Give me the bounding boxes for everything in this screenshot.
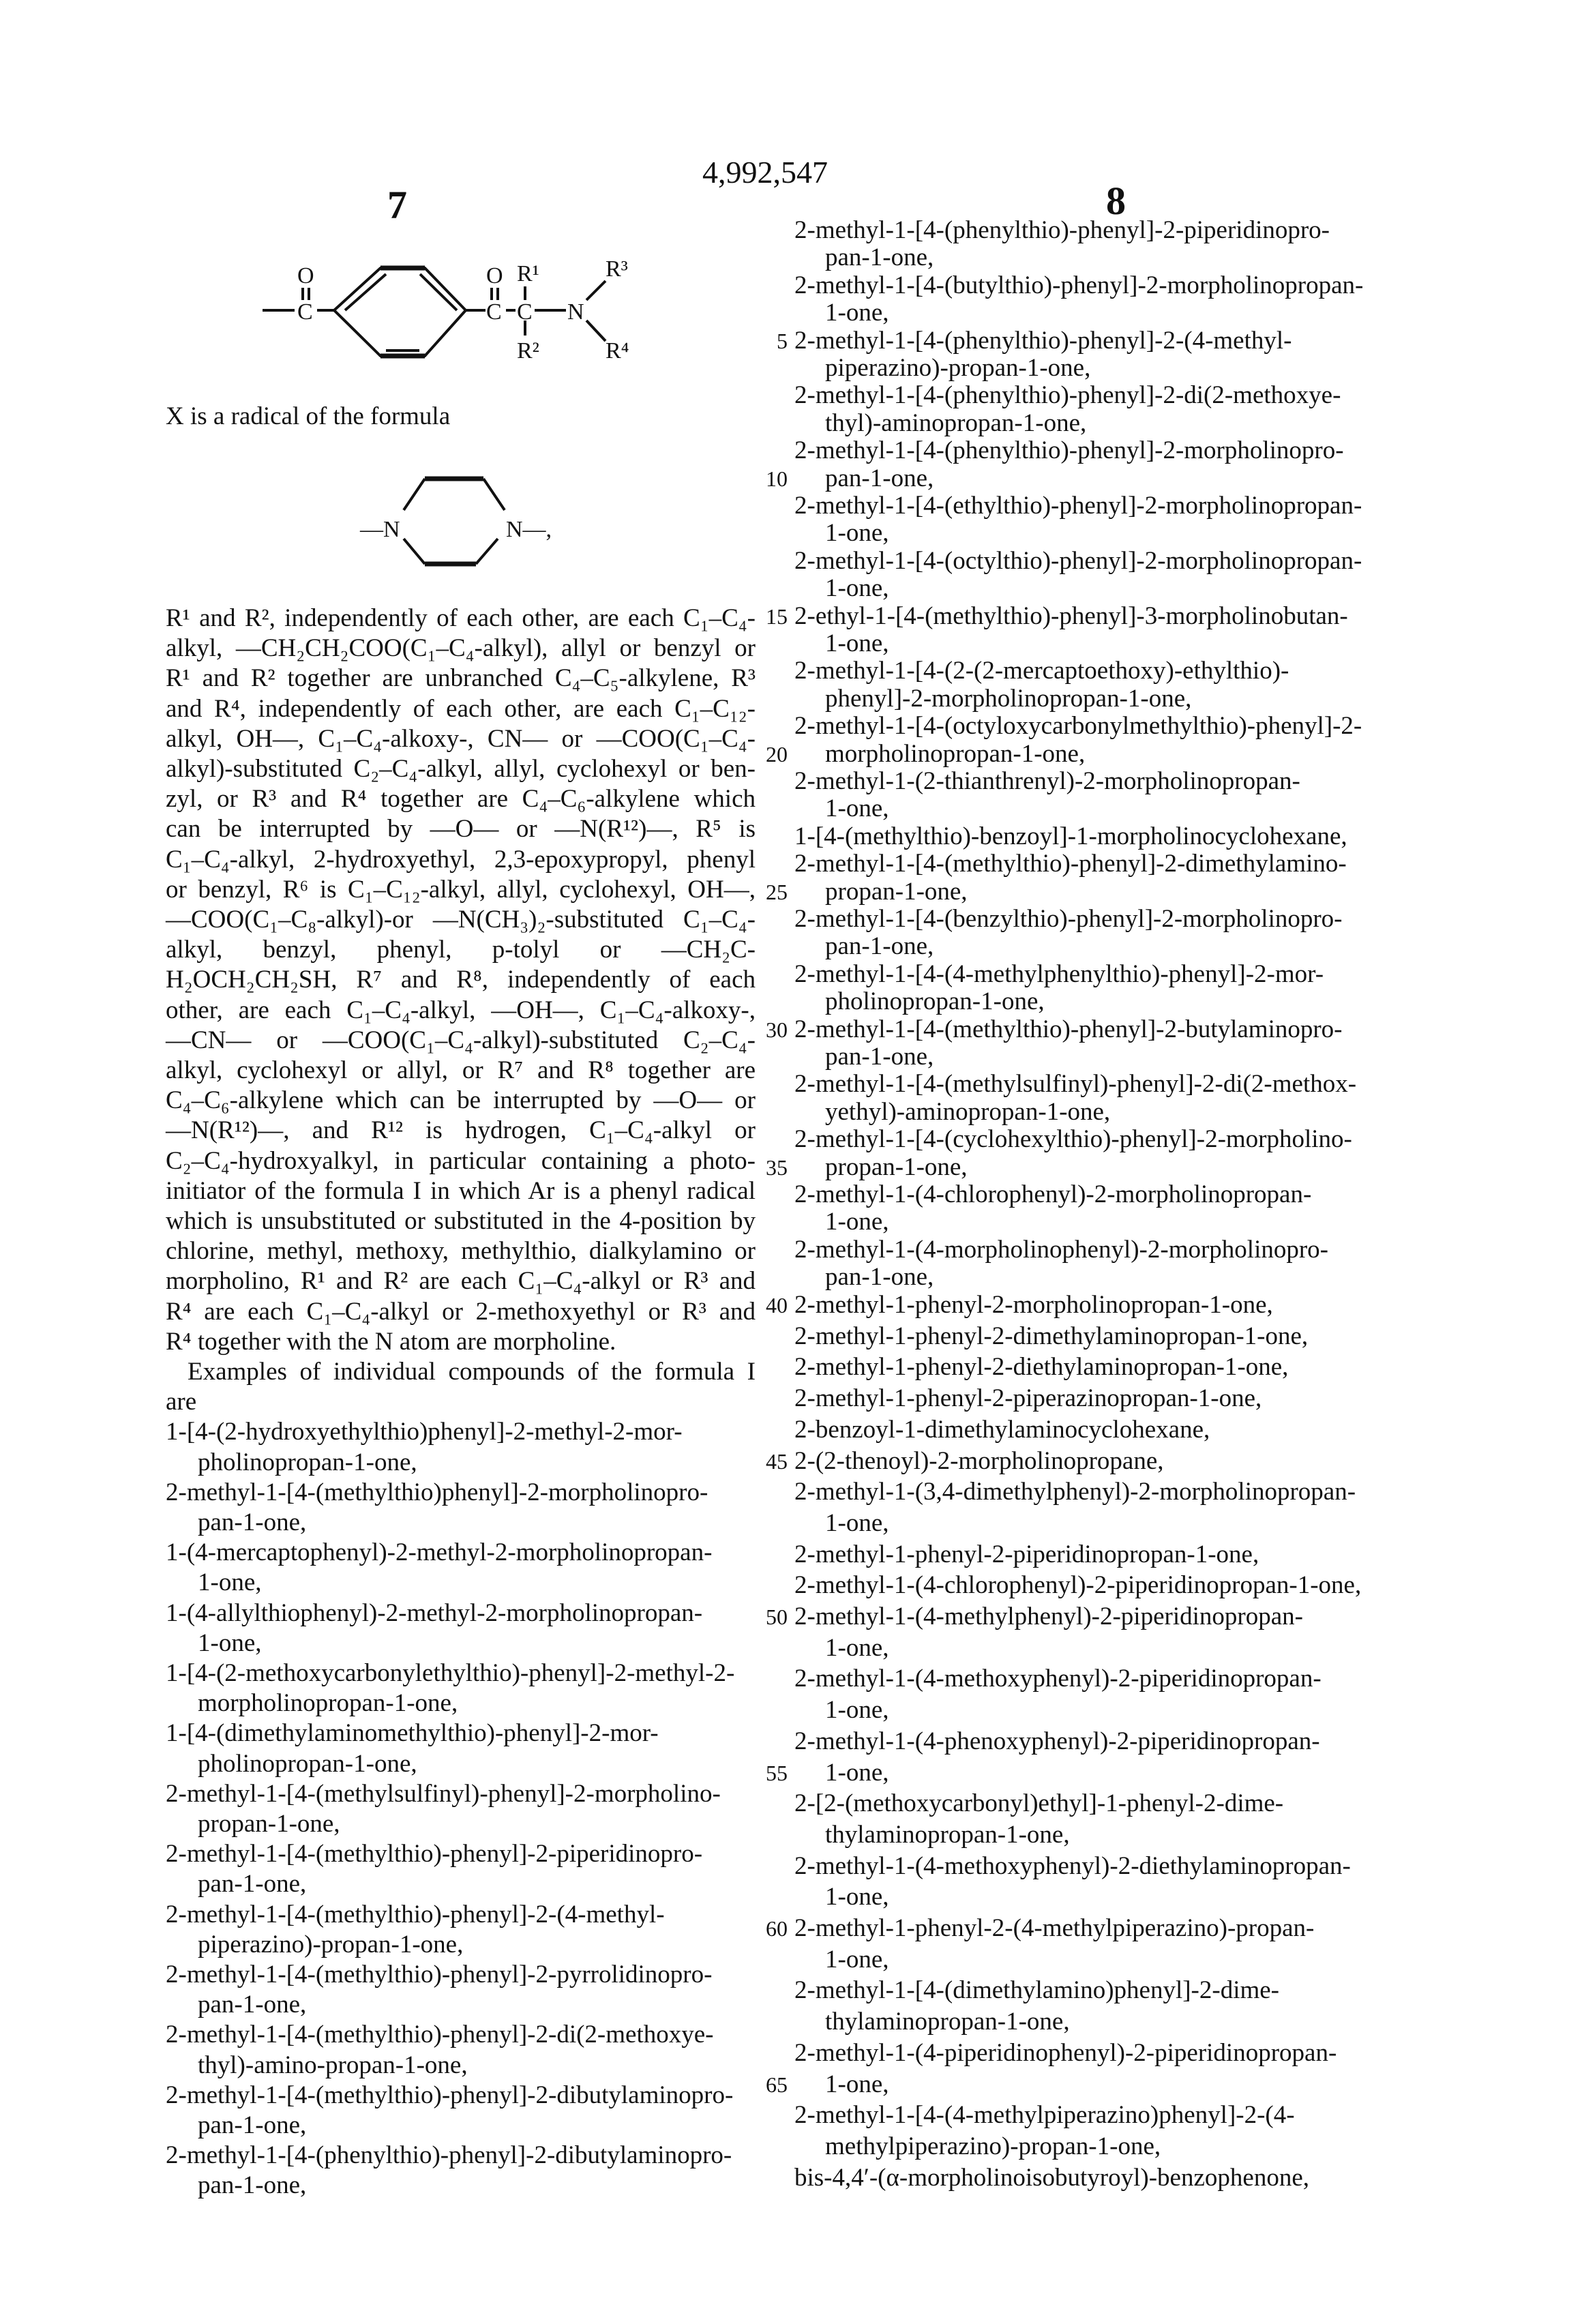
compound-name: 1-[4-(methylthio)-benzoyl]-1-morpholinocyclohexane, [794, 824, 1347, 849]
paragraph-line: and R⁴, independently of each other, are each C₁–C₁₂- [166, 696, 756, 721]
compound-name: 2-methyl-1-[4-(methylsulfinyl)-phenyl]-2-di(2-methox- [794, 1071, 1356, 1097]
compound-name: 1-(4-mercaptophenyl)-2-methyl-2-morpholinopropan- [166, 1540, 712, 1565]
r3-label: R³ [606, 256, 628, 282]
compound-name-continuation: pan-1-one, [198, 1871, 306, 1896]
line-number: 20 [753, 743, 788, 765]
paragraph-line: R⁴ together with the N atom are morpholine. [166, 1329, 616, 1354]
compound-name-continuation: piperazino)-propan-1-one, [825, 355, 1090, 381]
compound-name-continuation: propan-1-one, [198, 1811, 340, 1836]
examples-intro: Examples of individual compounds of the formula I [188, 1359, 756, 1384]
compound-name: 1-[4-(2-methoxycarbonylethylthio)-phenyl]-2-methyl-2- [166, 1660, 734, 1686]
paragraph-line: R¹ and R² together are unbranched C₄–C₅-alkylene, R³ [166, 666, 756, 691]
compound-name: 2-methyl-1-[4-(methylthio)-phenyl]-2-dimethylamino- [794, 851, 1347, 876]
compound-name: 2-methyl-1-[4-(cyclohexylthio)-phenyl]-2-morpholino- [794, 1127, 1352, 1152]
compound-name: 2-methyl-1-phenyl-2-(4-methylpiperazino)-propan- [794, 1916, 1314, 1941]
paragraph-line: R⁴ are each C₁–C₄-alkyl or 2-methoxyethyl or R³ and [166, 1299, 756, 1324]
compound-name-continuation: 1-one, [825, 1510, 889, 1536]
compound-name: 2-benzoyl-1-dimethylaminocyclohexane, [794, 1417, 1210, 1442]
piperazine-n-left: —N [359, 517, 400, 542]
compound-name-continuation: 1-one, [825, 1635, 889, 1660]
compound-name: 2-methyl-1-[4-(methylthio)-phenyl]-2-di(2-methoxye- [166, 2022, 713, 2047]
compound-name-continuation: pholinopropan-1-one, [198, 1751, 417, 1776]
nitrogen-label: N [567, 299, 584, 325]
compound-name-continuation: thyl)-amino-propan-1-one, [198, 2053, 468, 2078]
line-number: 10 [753, 468, 788, 490]
compound-name-continuation: propan-1-one, [825, 1154, 968, 1180]
paragraph-line: zyl, or R³ and R⁴ together are C₄–C₆-alkylene which [166, 786, 756, 811]
compound-name-continuation: pan-1-one, [198, 2173, 306, 2198]
paragraph-line: C₁–C₄-alkyl, 2-hydroxyethyl, 2,3-epoxypropyl, phenyl [166, 847, 756, 872]
formula-caption: X is a radical of the formula [166, 404, 450, 429]
compound-name: 2-methyl-1-(3,4-dimethylphenyl)-2-morpholinopropan- [794, 1479, 1356, 1504]
paragraph-line: morpholino, R¹ and R² are each C₁–C₄-alkyl or R³ and [166, 1268, 756, 1294]
compound-name-continuation: 1-one, [198, 1570, 262, 1595]
compound-name: 2-methyl-1-phenyl-2-morpholinopropan-1-one, [794, 1292, 1273, 1317]
line-number: 5 [753, 330, 788, 352]
compound-name: 2-methyl-1-[4-(dimethylamino)phenyl]-2-dime- [794, 1978, 1279, 2003]
compound-name: 2-methyl-1-(4-methylphenyl)-2-piperidinopropan- [794, 1604, 1303, 1629]
paragraph-line: which is unsubstituted or substituted in the 4-position by [166, 1208, 756, 1234]
compound-name-continuation: thylaminopropan-1-one, [825, 2009, 1070, 2034]
chemical-structure-formula [0, 0, 750, 614]
compound-name-continuation: 1-one, [825, 631, 889, 656]
compound-name: 2-methyl-1-[4-(methylsulfinyl)-phenyl]-2-morpholino- [166, 1781, 721, 1806]
paragraph-line: alkyl, benzyl, phenyl, p-tolyl or —CH₂C- [166, 937, 756, 962]
compound-name-continuation: thylaminopropan-1-one, [825, 1822, 1070, 1847]
paragraph-line: alkyl, cyclohexyl or allyl, or R⁷ and R⁸ together are [166, 1058, 756, 1083]
line-number: 65 [753, 2074, 788, 2096]
compound-name: 2-methyl-1-[4-(phenylthio)-phenyl]-2-morpholinopro- [794, 438, 1344, 463]
paragraph-line: C₄–C₆-alkylene which can be interrupted by —O— or [166, 1088, 756, 1113]
examples-intro: are [166, 1389, 196, 1414]
compound-name: 2-methyl-1-phenyl-2-dimethylaminopropan-1-one, [794, 1324, 1308, 1349]
oxygen-label: O [486, 263, 503, 288]
paragraph-line: chlorine, methyl, methoxy, methylthio, dialkylamino or [166, 1238, 756, 1264]
line-number: 60 [753, 1918, 788, 1939]
compound-name-continuation: 1-one, [825, 1209, 889, 1234]
compound-name-continuation: pan-1-one, [198, 1992, 306, 2017]
compound-name-continuation: pholinopropan-1-one, [198, 1450, 417, 1475]
compound-name: 2-methyl-1-[4-(octyloxycarbonylmethylthio)-phenyl]-2- [794, 713, 1362, 739]
compound-name: 2-methyl-1-phenyl-2-piperazinopropan-1-one, [794, 1386, 1262, 1411]
paragraph-line: other, are each C₁–C₄-alkyl, —OH—, C₁–C₄-alkoxy-, [166, 998, 756, 1023]
paragraph-line: —N(R¹²)—, and R¹² is hydrogen, C₁–C₄-alkyl or [166, 1118, 756, 1143]
compound-name: 2-methyl-1-(4-morpholinophenyl)-2-morpholinopro- [794, 1237, 1328, 1262]
compound-name: 2-methyl-1-[4-(4-methylpiperazino)phenyl]-2-(4- [794, 2102, 1295, 2128]
line-number: 40 [753, 1294, 788, 1316]
compound-name-continuation: pan-1-one, [825, 1044, 934, 1069]
compound-name: 2-methyl-1-[4-(octylthio)-phenyl]-2-morpholinopropan- [794, 548, 1362, 573]
line-number: 35 [753, 1157, 788, 1178]
compound-name-continuation: propan-1-one, [825, 879, 968, 904]
compound-name: 2-methyl-1-[4-(butylthio)-phenyl]-2-morpholinopropan- [794, 273, 1363, 298]
line-number: 50 [753, 1606, 788, 1628]
compound-name: 2-(2-thenoyl)-2-morpholinopropane, [794, 1448, 1164, 1474]
paragraph-line: H₂OCH₂CH₂SH, R⁷ and R⁸, independently of each [166, 967, 756, 992]
page-number-left: 7 [387, 185, 407, 225]
compound-name: 2-methyl-1-[4-(phenylthio)-phenyl]-2-(4-methyl- [794, 328, 1292, 353]
line-number: 30 [753, 1019, 788, 1041]
oxygen-label: O [297, 263, 314, 288]
paragraph-line: C₂–C₄-hydroxyalkyl, in particular containing a photo- [166, 1148, 756, 1174]
compound-name-continuation: methylpiperazino)-propan-1-one, [825, 2134, 1161, 2159]
compound-name: 2-methyl-1-[4-(2-(2-mercaptoethoxy)-ethylthio)- [794, 658, 1289, 683]
paragraph-line: —COO(C₁–C₈-alkyl)-or —N(CH₃)₂-substituted C₁–C₄- [166, 907, 756, 932]
compound-name-continuation: phenyl]-2-morpholinopropan-1-one, [825, 686, 1191, 711]
page-number-right: 8 [1106, 181, 1126, 221]
compound-name: 2-methyl-1-[4-(phenylthio)-phenyl]-2-dibutylaminopro- [166, 2143, 732, 2168]
compound-name: 2-methyl-1-[4-(ethylthio)-phenyl]-2-morpholinopropan- [794, 493, 1362, 518]
compound-name: 2-methyl-1-[4-(methylthio)-phenyl]-2-butylaminopro- [794, 1017, 1343, 1042]
compound-name: 2-methyl-1-[4-(phenylthio)-phenyl]-2-di(2-methoxye- [794, 383, 1341, 408]
compound-name: 1-[4-(dimethylaminomethylthio)-phenyl]-2-mor- [166, 1720, 659, 1746]
compound-name-continuation: 1-one, [825, 576, 889, 601]
compound-name: 2-methyl-1-(2-thianthrenyl)-2-morpholinopropan- [794, 769, 1300, 794]
compound-name: 2-methyl-1-[4-(methylthio)-phenyl]-2-(4-methyl- [166, 1902, 665, 1927]
compound-name-continuation: 1-one, [825, 1884, 889, 1909]
paragraph-line: can be interrupted by —O— or —N(R¹²)—, R⁵ is [166, 816, 756, 841]
compound-name: 2-[2-(methoxycarbonyl)ethyl]-1-phenyl-2-dime- [794, 1791, 1283, 1816]
line-number: 15 [753, 606, 788, 627]
paragraph-line: or benzyl, R⁶ is C₁–C₁₂-alkyl, allyl, cyclohexyl, OH—, [166, 877, 756, 902]
compound-name: 2-methyl-1-(4-chlorophenyl)-2-morpholinopropan- [794, 1182, 1311, 1207]
compound-name-continuation: thyl)-aminopropan-1-one, [825, 411, 1086, 436]
compound-name: 2-methyl-1-[4-(4-methylphenylthio)-phenyl]-2-mor- [794, 962, 1324, 987]
compound-name-continuation: 1-one, [825, 1697, 889, 1723]
compound-name-continuation: 1-one, [825, 1947, 889, 1972]
line-number: 25 [753, 881, 788, 903]
compound-name-continuation: yethyl)-aminopropan-1-one, [825, 1099, 1110, 1124]
patent-number: 4,992,547 [702, 157, 828, 188]
carbon-label: C [486, 299, 502, 325]
compound-name: 2-methyl-1-[4-(methylthio)-phenyl]-2-dibutylaminopro- [166, 2083, 733, 2108]
line-number: 45 [753, 1450, 788, 1472]
compound-name: 2-ethyl-1-[4-(methylthio)-phenyl]-3-morpholinobutan- [794, 604, 1348, 629]
r1-label: R¹ [517, 261, 539, 286]
compound-name-continuation: 1-one, [825, 2072, 889, 2097]
compound-name: 2-methyl-1-[4-(methylthio)-phenyl]-2-piperidinopro- [166, 1841, 702, 1866]
compound-name-continuation: piperazino)-propan-1-one, [198, 1932, 463, 1957]
compound-name: 2-methyl-1-(4-chlorophenyl)-2-piperidinopropan-1-one, [794, 1573, 1361, 1598]
compound-name: 2-methyl-1-phenyl-2-piperidinopropan-1-one, [794, 1542, 1259, 1567]
line-number: 55 [753, 1762, 788, 1784]
paragraph-line: R¹ and R², independently of each other, are each C₁–C₄- [166, 606, 756, 631]
compound-name-continuation: pholinopropan-1-one, [825, 989, 1045, 1014]
paragraph-line: alkyl, —CH₂CH₂COO(C₁–C₄-alkyl), allyl or benzyl or [166, 636, 756, 661]
compound-name: 2-methyl-1-(4-methoxyphenyl)-2-piperidinopropan- [794, 1666, 1322, 1691]
compound-name-continuation: 1-one, [825, 300, 889, 325]
compound-name-continuation: pan-1-one, [198, 1510, 306, 1535]
compound-name-continuation: morpholinopropan-1-one, [198, 1690, 458, 1716]
compound-name-continuation: pan-1-one, [198, 2113, 306, 2138]
compound-name: 2-methyl-1-phenyl-2-diethylaminopropan-1-one, [794, 1354, 1288, 1380]
compound-name-continuation: morpholinopropan-1-one, [825, 741, 1085, 766]
compound-name-continuation: 1-one, [825, 796, 889, 821]
compound-name: 1-(4-allylthiophenyl)-2-methyl-2-morpholinopropan- [166, 1600, 702, 1626]
compound-name-continuation: pan-1-one, [825, 466, 934, 491]
compound-name: 2-methyl-1-(4-phenoxyphenyl)-2-piperidinopropan- [794, 1729, 1320, 1754]
r2-label: R² [517, 338, 539, 363]
compound-name: 2-methyl-1-(4-piperidinophenyl)-2-piperidinopropan- [794, 2040, 1337, 2066]
compound-name: 2-methyl-1-[4-(methylthio)phenyl]-2-morpholinopro- [166, 1480, 708, 1505]
paragraph-line: alkyl)-substituted C₂–C₄-alkyl, allyl, cyclohexyl or ben- [166, 756, 756, 781]
compound-name-continuation: pan-1-one, [825, 1264, 934, 1290]
carbon-label: C [517, 299, 533, 325]
paragraph-line: —CN— or —COO(C₁–C₄-alkyl)-substituted C₂–C₄- [166, 1028, 756, 1053]
compound-name-continuation: 1-one, [825, 520, 889, 546]
paragraph-line: initiator of the formula I in which Ar is a phenyl radical [166, 1178, 756, 1204]
r4-label: R⁴ [606, 338, 629, 363]
compound-name: 2-methyl-1-[4-(benzylthio)-phenyl]-2-morpholinopro- [794, 906, 1343, 932]
paragraph-line: alkyl, OH—, C₁–C₄-alkoxy-, CN— or —COO(C₁–C₄- [166, 726, 756, 751]
compound-name: 2-methyl-1-[4-(methylthio)-phenyl]-2-pyrrolidinopro- [166, 1962, 712, 1987]
compound-name: 2-methyl-1-[4-(phenylthio)-phenyl]-2-piperidinopro- [794, 218, 1330, 243]
compound-name-continuation: pan-1-one, [825, 245, 934, 270]
compound-name: bis-4,4′-(α-morpholinoisobutyroyl)-benzophenone, [794, 2165, 1309, 2190]
carbon-label: C [297, 299, 313, 325]
compound-name-continuation: 1-one, [825, 1760, 889, 1785]
compound-name: 2-methyl-1-(4-methoxyphenyl)-2-diethylaminopropan- [794, 1853, 1351, 1879]
compound-name-continuation: pan-1-one, [825, 934, 934, 959]
compound-name: 1-[4-(2-hydroxyethylthio)phenyl]-2-methyl-2-mor- [166, 1419, 683, 1444]
compound-name-continuation: 1-one, [198, 1630, 262, 1656]
piperazine-n-right: N—, [506, 517, 552, 542]
